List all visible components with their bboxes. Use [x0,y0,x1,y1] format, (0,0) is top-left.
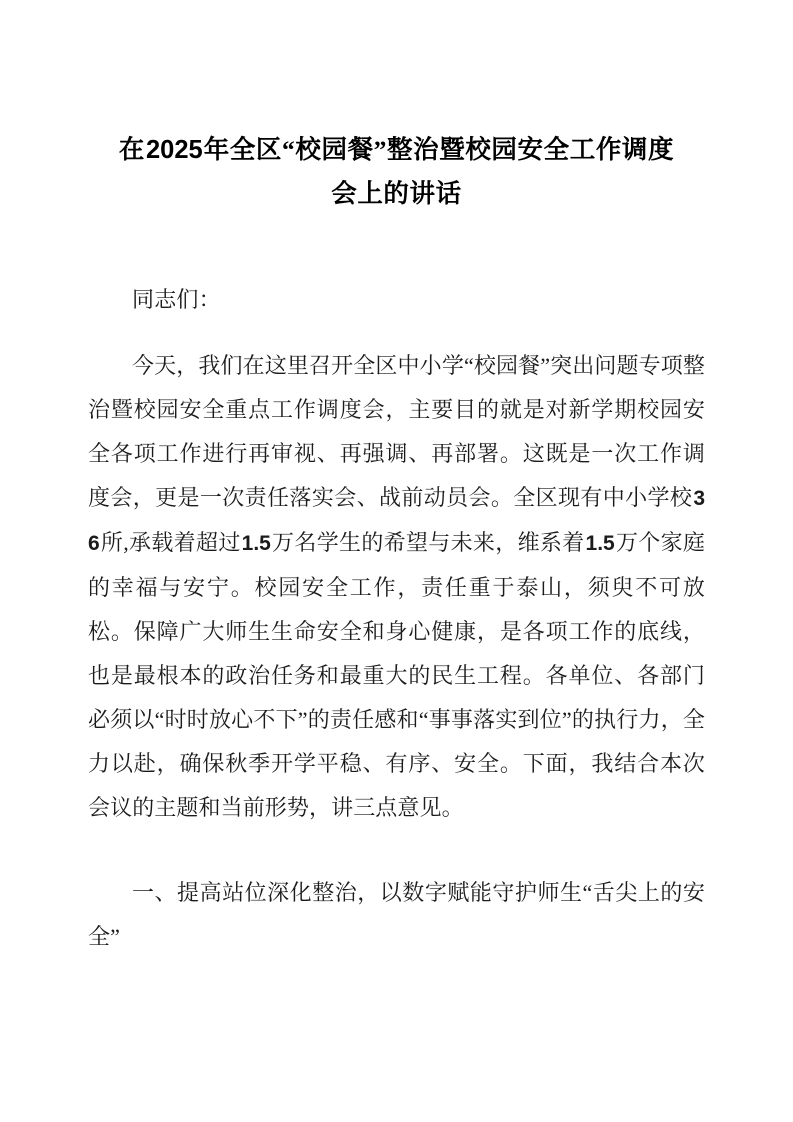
title-line1-prefix: 在 [118,135,145,164]
salutation: 同志们： [132,287,221,312]
title-line1-suffix: 年全区“校园餐”整治暨校园安全工作调度 [203,135,675,164]
inline-figure: 36 [88,487,705,555]
opening-paragraph: 今天，我们在这里召开全区中小学“校园餐”突出问题专项整治暨校园安全重点工作调度会，主要目的就是对新学期校园安全各项工作进行再审视、再强调、再部署。这既是一次工作调度会，更是一次责任落实会、战前动员会。全区现有中小学校36所,承载着超过1.5万名学生的希望与未来，维系着1.5万个家庭的幸福与安宁。校园安全工作，责任重于泰山，须臾不可放松。保障广大师生生命安全和身心健康，是各项工作的底线，也是最根本的政治任务和最重大的民生工程。各单位、各部门必须以“时时放心不下”的责任感和“事事落实到位”的执行力，全力以赴，确保秋季开学平稳、有序、安全。下面，我结合本次会议的主题和当前形势，讲三点意见。 [88,353,706,820]
document-content-column [88,0,705,959]
inline-figure: 1.5 [585,532,615,555]
inline-figure: 1.5 [241,532,271,555]
section-heading-1: 一、提高站位深化整治，以数字赋能守护师生“舌尖上的安全” [88,880,705,949]
page-title [88,0,705,216]
title-year: 2025 [145,136,203,164]
title-line2: 会上的讲话 [331,179,462,208]
